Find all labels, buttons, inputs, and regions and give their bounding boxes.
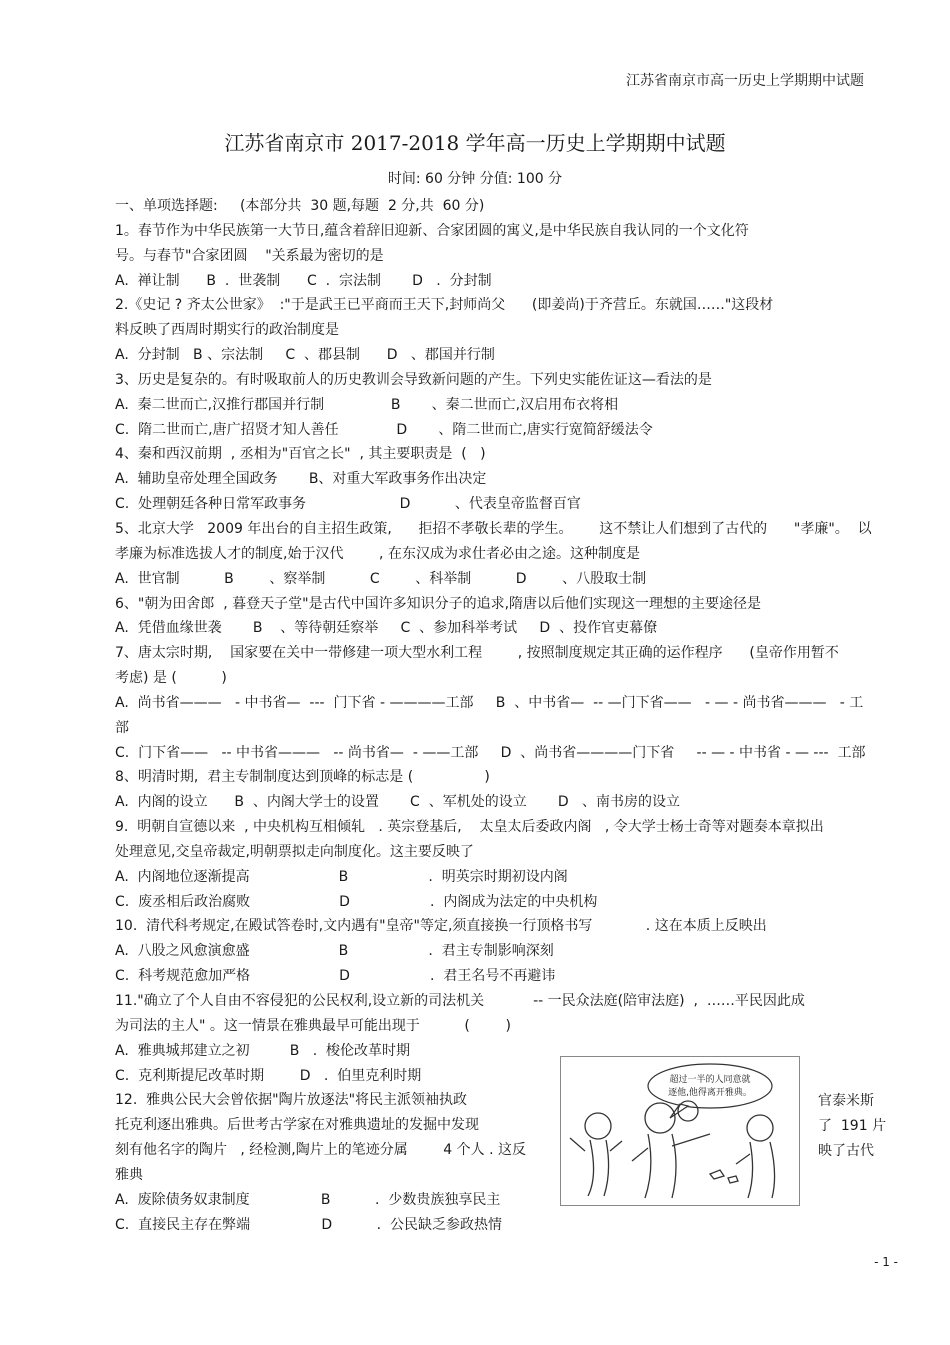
text-line: 11."确立了个人自由不容侵犯的公民权利,设立新的司法机关 -- 一民众法庭(陪审法庭) , ……平民因此成 [115,993,805,1009]
cartoon-illustration [560,1056,800,1206]
text-line: A. 雅典城邦建立之初 B . 梭伦改革时期 [115,1042,411,1059]
text-line: C. 隋二世而亡,唐广招贤才知人善任 D 、隋二世而亡,唐实行宽简舒缓法令 [115,421,653,438]
text-line: 为司法的主人" 。这一情景在雅典最早可能出现于 ( ) [115,1017,511,1034]
text-line: A. 分封制 B 、宗法制 C 、郡县制 D 、郡国并行制 [115,347,495,364]
text-line: 5、北京大学 2009 年出台的自主招生政策, 拒招不孝敬长辈的学生。 这不禁让人们想到了古代的 "孝廉"。 以 [115,520,872,537]
speech-line-1: 超过一半的人同意就 [669,1075,751,1085]
text-line: A. 八股之风愈演愈盛 B . 君主专制影响深刻 [115,943,554,960]
running-header: 江苏省南京市高一历史上学期期中试题 [626,73,864,89]
text-line: 料反映了西周时期实行的政治制度是 [115,322,339,339]
text-line: A. 尚书省——— - 中书省— --- 门下省 - ————工部 B 、中书省— -- —门下省—— - — - 尚书省——— - 工 [115,694,864,711]
text-line: 托克利逐出雅典。后世考古学家在对雅典遗址的发掘中发现 [115,1117,479,1134]
text-line: 8、明清时期, 君主专制制度达到顶峰的标志是 ( ) [115,769,490,786]
text-line: C. 科考规范愈加严格 D . 君王名号不再避讳 [115,968,556,985]
cartoon-drawing [560,1056,800,1206]
text-line: 6、"朝为田舍郎 , 暮登天子堂"是古代中国许多知识分子的追求,隋唐以后他们实现这一理想的主要途径是 [115,595,762,612]
text-line: 9. 明朝自宣德以来 , 中央机构互相倾轧 . 英宗登基后, 太皇太后委政内阁 , 令大学士杨士奇等对题奏本章拟出 [115,819,824,836]
text-line: 3、历史是复杂的。有时吸取前人的历史教训会导致新问题的产生。下列史实能佐证这—看法的是 [115,371,712,388]
text-line: 7、唐太宗时期, 国家要在关中一带修建一项大型水利工程 , 按照制度规定其正确的运作程序 (皇帝作用暂不 [115,645,839,662]
text-line: 一、单项选择题: (本部分共 30 题,每题 2 分,共 60 分) [115,198,485,214]
wrapped-text-right-2: 了 191 片 [818,1118,887,1134]
text-line: 10. 清代科考规定,在殿试答卷时,文内遇有"皇帝"等定,须直接换一行顶格书写 . 这在本质上反映出 [115,918,767,935]
text-line: A. 废除债务奴隶制度 B . 少数贵族独享民主 [115,1191,501,1208]
text-line: 考虑) 是 ( ) [115,670,227,687]
text-line: C. 废丞相后政治腐败 D . 内阁成为法定的中央机构 [115,893,598,910]
wrapped-text-right-3: 映了古代 [818,1143,874,1159]
text-line: 处理意见,交皇帝裁定,明朝票拟走向制度化。这主要反映了 [115,843,474,860]
text-line: C. 克利斯提尼改革时期 D . 伯里克利时期 [115,1067,422,1084]
page-number: - 1 - [874,1255,898,1269]
speech-line-2: 逐他,他得离开雅典。 [668,1088,752,1098]
text-line: 刻有他名字的陶片 , 经检测,陶片上的笔迹分属 4 个人 . 这反 [115,1142,527,1159]
text-line: 孝廉为标准选拔人才的制度,始于汉代 , 在东汉成为求仕者必由之途。这种制度是 [115,545,640,562]
exam-time-score: 时间: 60 分钟 分值: 100 分 [387,171,563,187]
text-line: 雅典 [115,1166,143,1183]
text-line: A. 秦二世而亡,汉推行郡国并行制 B 、秦二世而亡,汉启用布衣将相 [115,396,619,413]
text-line: 部 [115,719,129,736]
text-line: A. 凭借血缘世袭 B 、等待朝廷察举 C 、参加科举考试 D 、投作官吏幕僚 [115,620,658,637]
text-line: 12. 雅典公民大会曾依据"陶片放逐法"将民主派领袖执政 [115,1092,468,1109]
text-line: A. 世官制 B 、察举制 C 、科举制 D 、八股取士制 [115,570,647,587]
text-line: A. 内阁地位逐渐提高 B . 明英宗时期初设内阁 [115,868,568,885]
text-line: A. 内阁的设立 B 、内阁大学士的设置 C 、军机处的设立 D 、南书房的设立 [115,794,680,811]
text-line: C. 直接民主存在弊端 D . 公民缺乏参政热情 [115,1216,502,1233]
page-title: 江苏省南京市 2017-2018 学年高一历史上学期期中试题 [224,131,726,155]
text-line: C. 处理朝廷各种日常军政事务 D 、代表皇帝监督百官 [115,496,581,513]
text-line: 4、秦和西汉前期 , 丞相为"百官之长" , 其主要职责是 ( ) [115,446,486,463]
text-line: A. 禅让制 B . 世袭制 C . 宗法制 D . 分封制 [115,272,492,289]
text-line: 1。春节作为中华民族第一大节日,蕴含着辞旧迎新、合家团圆的寓义,是中华民族自我认同的一个文化符 [115,222,749,239]
text-line: A. 辅助皇帝处理全国政务 B、对重大军政事务作出决定 [115,471,487,488]
wrapped-text-right-1: 官泰米斯 [818,1093,874,1109]
text-line: 号。与春节"合家团圆 "关系最为密切的是 [115,247,384,264]
text-line: 2.《史记 ? 齐太公世家》 :"于是武王已平商而王天下,封师尚父 (即姜尚)于齐营丘。东就国……"这段材 [115,297,774,314]
text-line: C. 门下省—— -- 中书省——— -- 尚书省— - ——工部 D 、尚书省————门下省 -- — - 中书省 - — --- 工部 [115,744,866,761]
